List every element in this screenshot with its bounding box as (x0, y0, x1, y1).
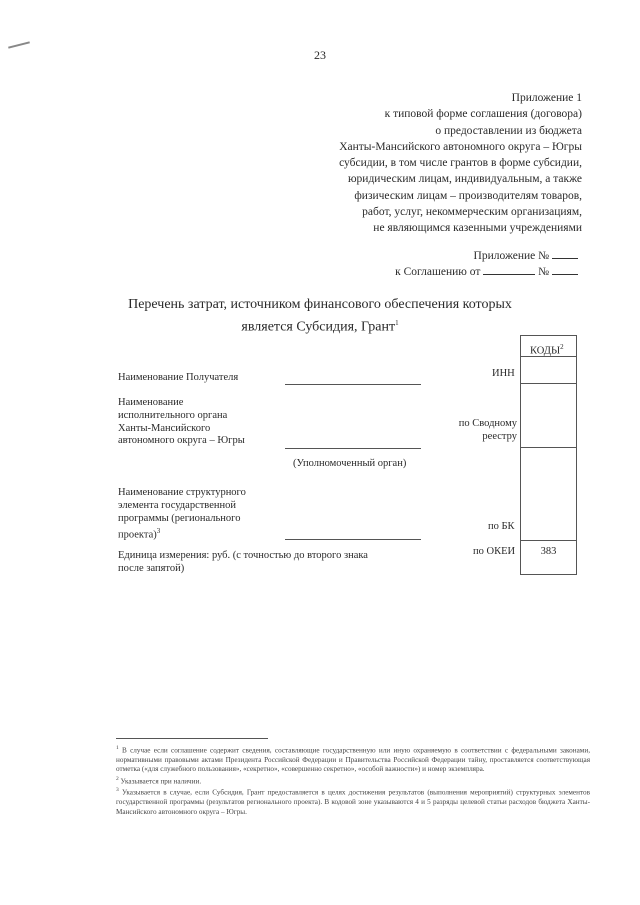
footnote-text: Указывается в случае, если Субсидия, Грант предоставляется в целях достижения результатов (выполнения мероприятий) структурных элементов государственной программы (результатов регионального проекта). В кодовой зоне указываются 4 и 5 разряды целевой статьи расходов бюджета Ханты-Мансийского автономного округа – Югры. (116, 788, 591, 816)
footnote (116, 775, 590, 787)
unit-label (118, 550, 368, 576)
agreement-number-field[interactable] (552, 264, 578, 275)
title-line-1: Перечень затрат, источником финансового обеспечения которых (128, 297, 512, 312)
structural-element-label (118, 487, 246, 543)
codes-row-divider (520, 447, 576, 448)
structural-element-field[interactable] (285, 539, 421, 540)
executive-body-label-line: автономного округа – Югры (118, 435, 245, 447)
codes-column-right-border (576, 335, 577, 575)
appendix-header-line: о предоставлении из бюджета (435, 124, 582, 137)
appendix-header-line: работ, услуг, некоммерческим организациям, (362, 206, 582, 219)
codes-header-mark: 2 (560, 343, 564, 351)
structural-element-label-line: программы (регионального (118, 512, 241, 524)
executive-body-label-line: Наименование (118, 397, 184, 408)
footnote-text: Указывается при наличии. (120, 777, 202, 785)
structural-element-mark: 3 (156, 527, 161, 536)
appendix-header-line: субсидии, в том числе грантов в форме субсидии, (339, 157, 582, 170)
footnotes (116, 744, 590, 817)
agreement-date-field[interactable] (483, 264, 535, 275)
appendix-header-line: физическим лицам – производителям товаров, (354, 189, 582, 202)
registry-code-cell[interactable] (521, 385, 576, 445)
inn-code-cell[interactable] (521, 367, 576, 381)
appendix-number-field[interactable] (552, 248, 578, 259)
appendix-header (262, 90, 582, 237)
title-line-2: является Субсидия, Грант (241, 319, 396, 335)
title-footnote-mark: 1 (395, 319, 399, 327)
document-title (80, 296, 560, 337)
page-number: 23 (314, 48, 326, 62)
agreement-number-sign: № (538, 266, 550, 278)
codes-row-divider (520, 383, 576, 384)
authorized-body-caption: (Уполномоченный орган) (293, 458, 407, 469)
agreement-reference (395, 248, 578, 280)
appendix-number-label: Приложение № (473, 250, 550, 262)
authorized-body-field[interactable] (285, 448, 421, 449)
appendix-header-line: юридическим лицам, индивидуальным, а также (347, 173, 582, 186)
executive-body-label-line: Ханты-Мансийского (118, 422, 211, 434)
footnote-mark: 1 (116, 745, 119, 751)
unit-label-line: Единица измерения: руб. (с точностью до второго знака (118, 550, 368, 561)
consolidated-registry-label-line: реестру (482, 430, 517, 442)
structural-element-label-line: проекта) (118, 529, 157, 541)
codes-column-bottom-border (520, 574, 576, 575)
recipient-name-field[interactable] (285, 384, 421, 385)
okei-code-cell: 383 (540, 546, 557, 557)
structural-element-label-line: Наименование структурного (118, 487, 246, 498)
unit-label-line: после запятой) (118, 562, 185, 574)
inn-label: ИНН (492, 368, 515, 379)
footnote-separator (116, 738, 268, 739)
structural-element-label-line: элемента государственной (118, 499, 236, 511)
codes-header (530, 341, 564, 358)
appendix-header-line: к типовой форме соглашения (договора) (384, 108, 582, 121)
footnote (116, 786, 590, 817)
appendix-header-line: не являющимся казенными учреждениями (373, 222, 582, 235)
codes-row-divider (520, 540, 576, 541)
footnote (116, 744, 590, 775)
executive-body-label-line: исполнительного органа (118, 409, 228, 421)
recipient-label: Наименование Получателя (118, 372, 239, 383)
appendix-header-line: Приложение 1 (511, 92, 582, 104)
codes-column-top-border (520, 335, 576, 336)
footnote-mark: 2 (116, 775, 119, 782)
footnote-mark: 3 (116, 787, 119, 794)
bk-label: по БК (488, 521, 515, 532)
agreement-date-label: к Соглашению от (395, 266, 481, 278)
okei-label: по ОКЕИ (473, 546, 516, 557)
appendix-header-line: Ханты-Мансийского автономного округа – Югры (339, 140, 582, 153)
footnote-text: В случае если соглашение содержит сведения, составляющие государственную или иную охраняемую в соответствии с федеральными законами, нормативными правовыми актами Президента Российской Федерации и Правительства Российской Федерации тайну, проставляется соответствующая отметка («для служебного пользования», «секретно», «совершенно секретно», «особой важности») и номер экземпляра. (116, 746, 590, 774)
consolidated-registry-label-line: по Сводному (458, 418, 517, 429)
executive-body-label (118, 397, 245, 448)
consolidated-registry-label (430, 418, 517, 444)
bk-code-cell[interactable] (521, 449, 576, 538)
codes-header-text: КОДЫ (530, 345, 561, 357)
